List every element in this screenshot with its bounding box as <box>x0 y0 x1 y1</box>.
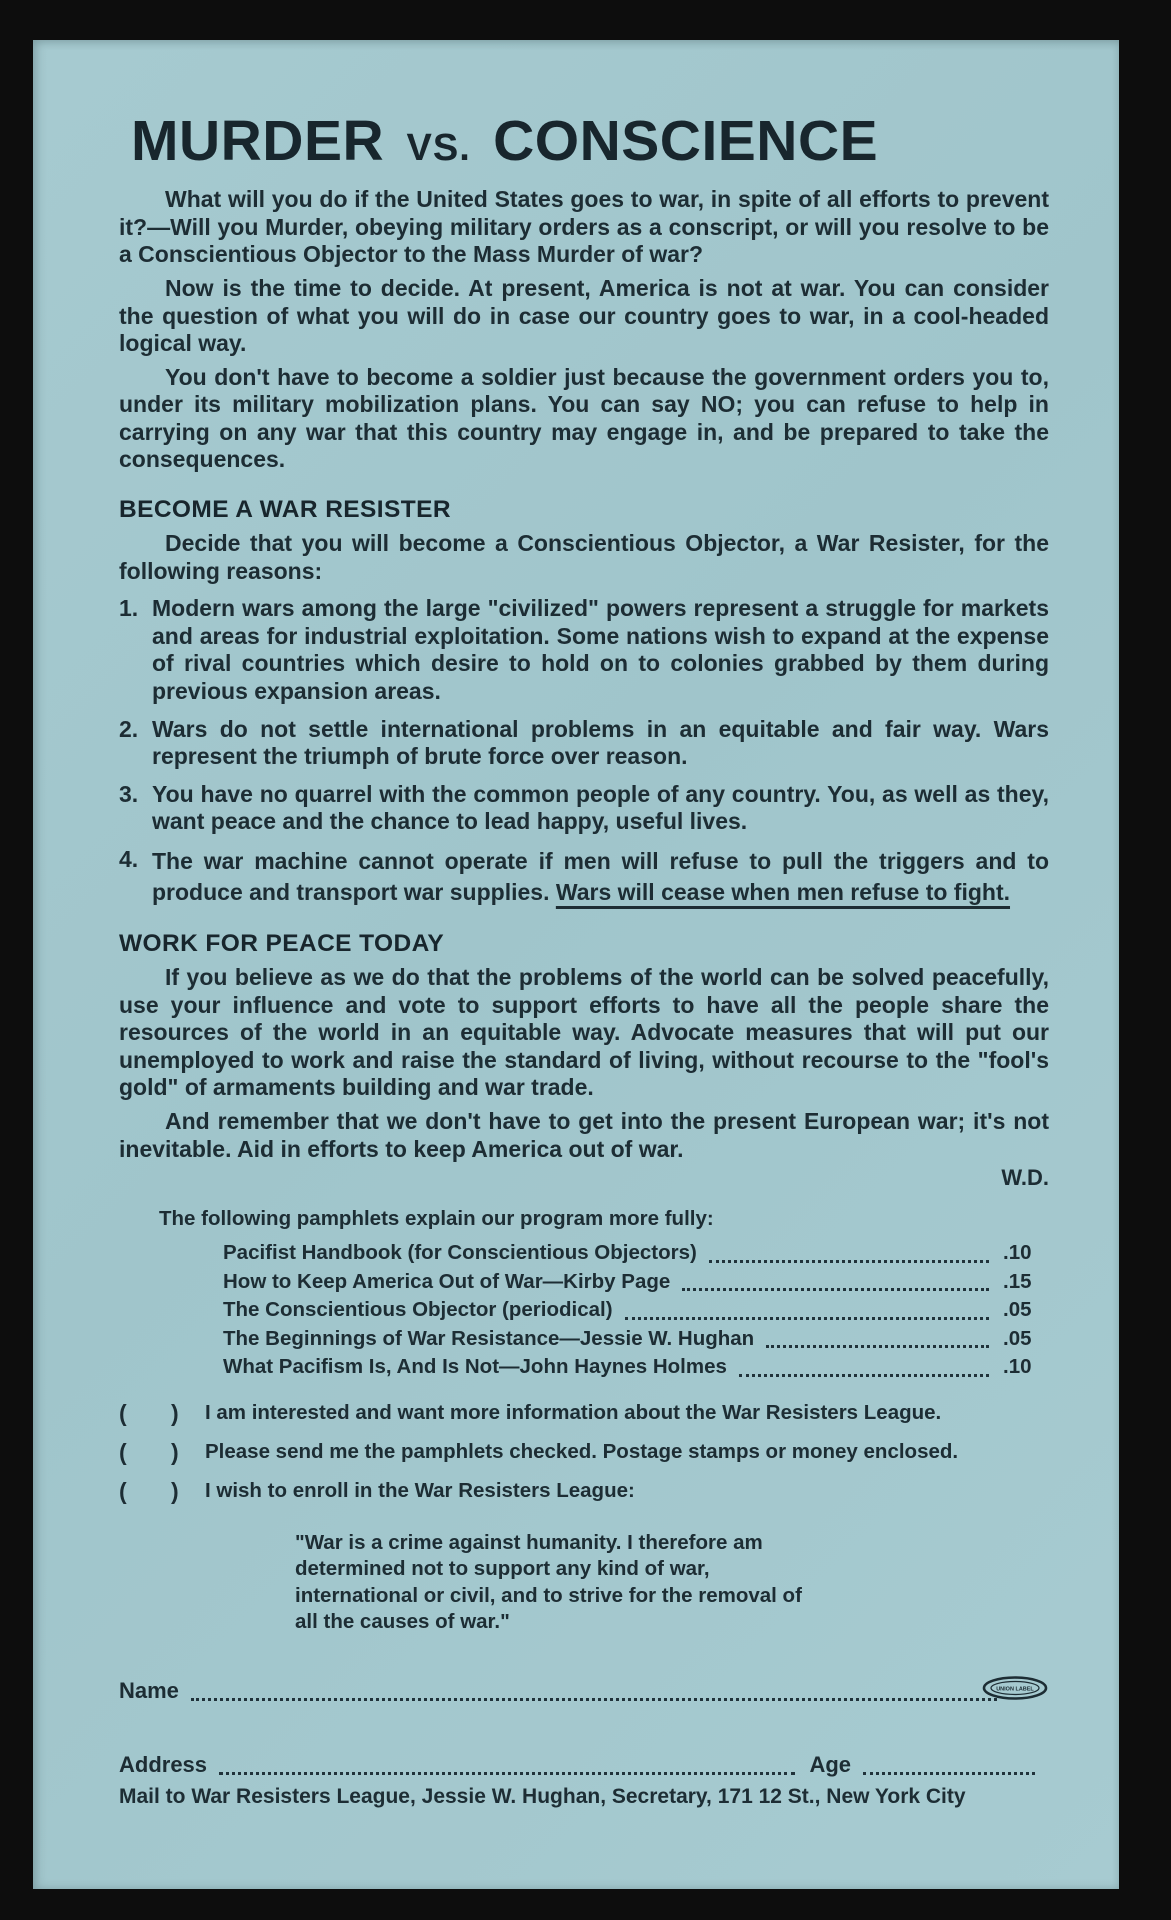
intro-paragraph-2: Now is the time to decide. At present, America is not at war. You can consider the question of what you will do in case our country goes to war, in a cool-headed logical way. <box>119 274 1049 357</box>
title-word-conscience: CONSCIENCE <box>493 109 879 173</box>
author-initials: W.D. <box>1001 1165 1049 1191</box>
name-dotted-line <box>191 1698 997 1701</box>
leaflet-title <box>131 109 1049 173</box>
section-heading-become-war-resister: BECOME A WAR RESISTER <box>119 496 451 524</box>
enrollment-pledge-quote: "War is a crime against humanity. I therefore am determined not to support any kind of war, international or civil, and to strive for the removal of all the causes of war." <box>295 1530 802 1634</box>
pamphlet-item <box>223 1296 1049 1325</box>
address-dotted-line <box>219 1772 795 1775</box>
pamphlet-title: How to Keep America Out of War—Kirby Page <box>223 1269 671 1293</box>
pamphlet-price: .15 <box>1003 1269 1032 1293</box>
pamphlet-price: .05 <box>1003 1326 1032 1350</box>
reason-item-3 <box>119 781 1049 836</box>
pamphlet-item <box>223 1353 1049 1382</box>
checkbox-option-2 <box>119 1439 1049 1465</box>
become-lead-paragraph: Decide that you will become a Conscientious Objector, a War Resister, for the following reasons: <box>119 530 1049 584</box>
peace-paragraph-1: If you believe as we do that the problems of the world can be solved peacefully, use your influence and vote to support efforts to have all the people share the resources of the world in an equitable way. Advocate measures that will put our unemployed to work and raise the standard of living, without recourse to the "fool's gold" of armaments building and war trade. <box>119 964 1049 1101</box>
pamphlet-item <box>223 1268 1049 1297</box>
dotted-leader <box>709 1260 989 1263</box>
intro-paragraph-1: What will you do if the United States goes to war, in spite of all efforts to prevent it?—Will you Murder, obeying military orders as a conscript, or will you resolve to be a Conscientious Objector to the Mass Murder of war? <box>119 186 1049 268</box>
peace-paragraph-2: And remember that we don't have to get into the present European war; it's not inevitable. Aid in efforts to keep America out of war. <box>119 1107 1049 1162</box>
underlined-phrase: Wars will cease when men refuse to fight. <box>555 879 1011 905</box>
dotted-leader <box>625 1317 989 1320</box>
reason-item-2 <box>119 716 1049 771</box>
checkbox-paren-close: ) <box>171 1399 179 1426</box>
dotted-leader <box>739 1374 989 1377</box>
checkbox-option-3 <box>119 1478 1049 1504</box>
pamphlet-price: .05 <box>1003 1298 1032 1322</box>
reason-number: 2. <box>119 715 139 742</box>
title-word-murder: MURDER <box>131 109 385 173</box>
reason-text: Modern wars among the large "civilized" powers represent a struggle for markets and areas for industrial exploitation. Some nations wish to expand at the expense of rival countries which desire to hold on to colonies grabbed by them during previous expansion areas. <box>152 595 1049 705</box>
checkbox-paren-open: ( <box>119 1438 127 1465</box>
checkbox-paren-open: ( <box>119 1399 127 1426</box>
pamphlet-item <box>223 1239 1049 1268</box>
reason-text: Wars do not settle international problems in an equitable and fair way. Wars represent the triumph of brute force over reason. <box>152 715 1049 770</box>
checkbox-paren-close: ) <box>171 1477 179 1504</box>
address-label: Address <box>119 1751 208 1777</box>
option-text: Please send me the pamphlets checked. Postage stamps or money enclosed. <box>205 1439 959 1463</box>
reason-list <box>119 595 1049 908</box>
union-label-text: UNION LABEL <box>996 1686 1034 1693</box>
checkbox-option-1 <box>119 1400 1049 1426</box>
option-text: I am interested and want more information about the War Resisters League. <box>205 1400 942 1424</box>
pamphlet-price: .10 <box>1003 1355 1032 1379</box>
checkbox-option-list <box>119 1400 1049 1504</box>
reason-item-4 <box>119 846 1049 908</box>
reason-number: 4. <box>119 846 139 872</box>
name-field-row <box>119 1674 1049 1706</box>
pamphlet-list-intro: The following pamphlets explain our program more fully: <box>159 1207 714 1231</box>
reason-item-1 <box>119 595 1049 705</box>
pamphlet-item <box>223 1325 1049 1354</box>
reason-number: 3. <box>119 780 139 807</box>
reason-number: 1. <box>119 595 139 622</box>
pamphlet-title: The Beginnings of War Resistance—Jessie W. Hughan <box>223 1326 755 1350</box>
pamphlet-title: What Pacifism Is, And Is Not—John Haynes Holmes <box>223 1355 727 1379</box>
section-heading-work-for-peace: WORK FOR PEACE TODAY <box>119 930 445 957</box>
name-label: Name <box>119 1677 179 1703</box>
pamphlet-title: The Conscientious Objector (periodical) <box>223 1298 613 1322</box>
pamphlet-list <box>223 1239 1049 1382</box>
dotted-leader <box>766 1345 989 1348</box>
mail-instruction-line: Mail to War Resisters League, Jessie W. Hughan, Secretary, 171 12 St., New York City <box>119 1784 966 1808</box>
pamphlet-title: Pacifist Handbook (for Conscientious Objectors) <box>223 1241 697 1265</box>
reason-text: You have no quarrel with the common people of any country. You, as well as they, want peace and the chance to lead happy, useful lives. <box>152 780 1049 835</box>
intro-paragraph-3: You don't have to become a soldier just because the government orders you to, under its military mobilization plans. You can say NO; you can refuse to help in carrying on any war that this country may engage in, and be prepared to take the consequences. <box>119 363 1049 473</box>
title-word-vs: VS. <box>406 127 471 169</box>
reason-text <box>152 846 1049 908</box>
dotted-leader <box>682 1288 989 1291</box>
checkbox-paren-close: ) <box>171 1438 179 1465</box>
age-label: Age <box>809 1751 851 1777</box>
reason-text-plain: The war machine cannot operate if men will refuse to pull the triggers and to produce and transport war supplies. <box>152 848 1049 905</box>
checkbox-paren-open: ( <box>119 1477 127 1504</box>
union-label-bug <box>981 1674 1049 1710</box>
pamphlet-price: .10 <box>1003 1241 1032 1265</box>
option-text: I wish to enroll in the War Resisters League: <box>205 1478 635 1502</box>
age-dotted-line <box>863 1772 1035 1775</box>
leaflet-paper <box>33 40 1119 1889</box>
address-field-row <box>119 1750 1049 1780</box>
